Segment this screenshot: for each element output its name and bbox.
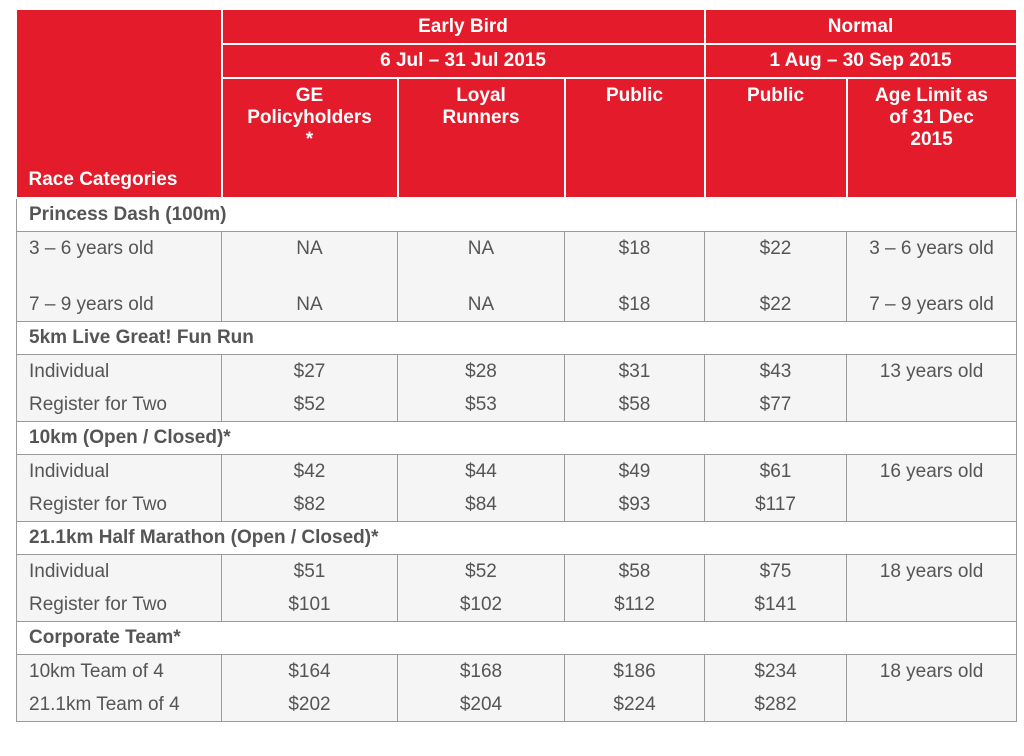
ge-policyholders-header: GE Policyholders * [222,78,398,198]
public-early-price-cell: $49 $93 [565,454,705,521]
table-row [17,654,1017,721]
loyal-price-cell: $44 $84 [398,454,565,521]
loyal-runners-header: Loyal Runners [398,78,565,198]
public-early-price-cell: $58 $112 [565,554,705,621]
ge-price-cell: $27 $52 [222,354,398,421]
normal-dates: 1 Aug – 30 Sep 2015 [705,44,1017,78]
age-limit-cell: 13 years old [847,354,1017,421]
public-normal-price-cell: $75 $141 [705,554,847,621]
public-normal-price-cell: $43 $77 [705,354,847,421]
loyal-price-cell: $168 $204 [398,654,565,721]
race-categories-header: Race Categories [17,10,222,198]
loyal-price-cell: $52 $102 [398,554,565,621]
age-limit-cell: 3 – 6 years old 7 – 9 years old [847,231,1017,321]
section-row [17,421,1017,454]
early-bird-header: Early Bird [222,10,705,44]
section-row [17,198,1017,231]
category-name-cell: Individual Register for Two [17,354,222,421]
public-early-header: Public [565,78,705,198]
table-row [17,454,1017,521]
age-limit-cell: 18 years old [847,654,1017,721]
section-title: 21.1km Half Marathon (Open / Closed)* [17,521,1017,554]
loyal-price-cell: $28 $53 [398,354,565,421]
public-early-price-cell: $31 $58 [565,354,705,421]
section-row [17,321,1017,354]
section-title: Corporate Team* [17,621,1017,654]
public-normal-header: Public [705,78,847,198]
category-name-cell: 3 – 6 years old 7 – 9 years old [17,231,222,321]
normal-header: Normal [705,10,1017,44]
category-name-cell: Individual Register for Two [17,454,222,521]
category-name-cell: 10km Team of 4 21.1km Team of 4 [17,654,222,721]
table-row [17,554,1017,621]
section-title: Princess Dash (100m) [17,198,1017,231]
public-normal-price-cell: $22 $22 [705,231,847,321]
early-bird-dates: 6 Jul – 31 Jul 2015 [222,44,705,78]
ge-price-cell: NA NA [222,231,398,321]
section-row [17,521,1017,554]
table-row [17,354,1017,421]
public-normal-price-cell: $61 $117 [705,454,847,521]
section-title: 10km (Open / Closed)* [17,421,1017,454]
public-normal-price-cell: $234 $282 [705,654,847,721]
race-fee-table [16,10,1018,722]
ge-price-cell: $51 $101 [222,554,398,621]
age-limit-cell: 18 years old [847,554,1017,621]
section-row [17,621,1017,654]
category-name-cell: Individual Register for Two [17,554,222,621]
section-title: 5km Live Great! Fun Run [17,321,1017,354]
loyal-price-cell: NA NA [398,231,565,321]
ge-price-cell: $42 $82 [222,454,398,521]
table-row [17,231,1017,321]
ge-price-cell: $164 $202 [222,654,398,721]
age-limit-header: Age Limit as of 31 Dec 2015 [847,78,1017,198]
public-early-price-cell: $18 $18 [565,231,705,321]
age-limit-cell: 16 years old [847,454,1017,521]
public-early-price-cell: $186 $224 [565,654,705,721]
